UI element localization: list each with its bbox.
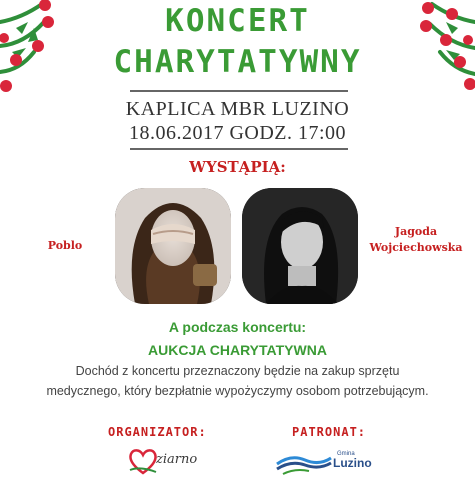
heart-icon <box>128 448 158 475</box>
patron-logo-small-text: Gmina <box>337 451 355 457</box>
description-text <box>40 361 435 401</box>
performer-name-2 <box>362 224 470 256</box>
poster-title-line-1: KONCERT <box>165 3 310 39</box>
description-line-2: medycznego, który bezpłatnie wypożyczymy osobom potrzebującym. <box>46 384 429 398</box>
performer-photo-1 <box>115 188 231 304</box>
venue-text: KAPLICA MBR LUZINO <box>125 98 350 120</box>
performer-name-1: Poblo <box>47 239 83 252</box>
date-time-text: 18.06.2017 GODZ. 17:00 <box>128 122 347 144</box>
description-line-1: Dochód z koncertu przeznaczony będzie na zakup sprzętu <box>75 364 400 378</box>
organizer-logo-text: ziarno <box>156 452 198 467</box>
performer-name-2-first: Jagoda <box>394 225 438 238</box>
auction-title: AUKCJA CHARYTATYWNA <box>148 342 327 358</box>
patron-label: PATRONAT: <box>292 425 367 439</box>
wave-emblem-icon <box>275 450 333 475</box>
patron-logo <box>275 450 385 475</box>
performer-name-2-last: Wojciechowska <box>369 241 463 254</box>
organizer-label: ORGANIZATOR: <box>108 425 207 439</box>
performers-heading: WYSTĄPIĄ: <box>189 158 286 176</box>
organizer-logo <box>128 448 208 475</box>
patron-logo-text: Luzino <box>333 456 372 470</box>
performer-photo-2 <box>242 188 358 304</box>
divider-top <box>130 90 348 92</box>
auction-intro-text: A podczas koncertu: <box>168 319 307 335</box>
poster-title-line-2: CHARYTATYWNY <box>113 44 362 80</box>
divider-bottom <box>130 148 348 150</box>
